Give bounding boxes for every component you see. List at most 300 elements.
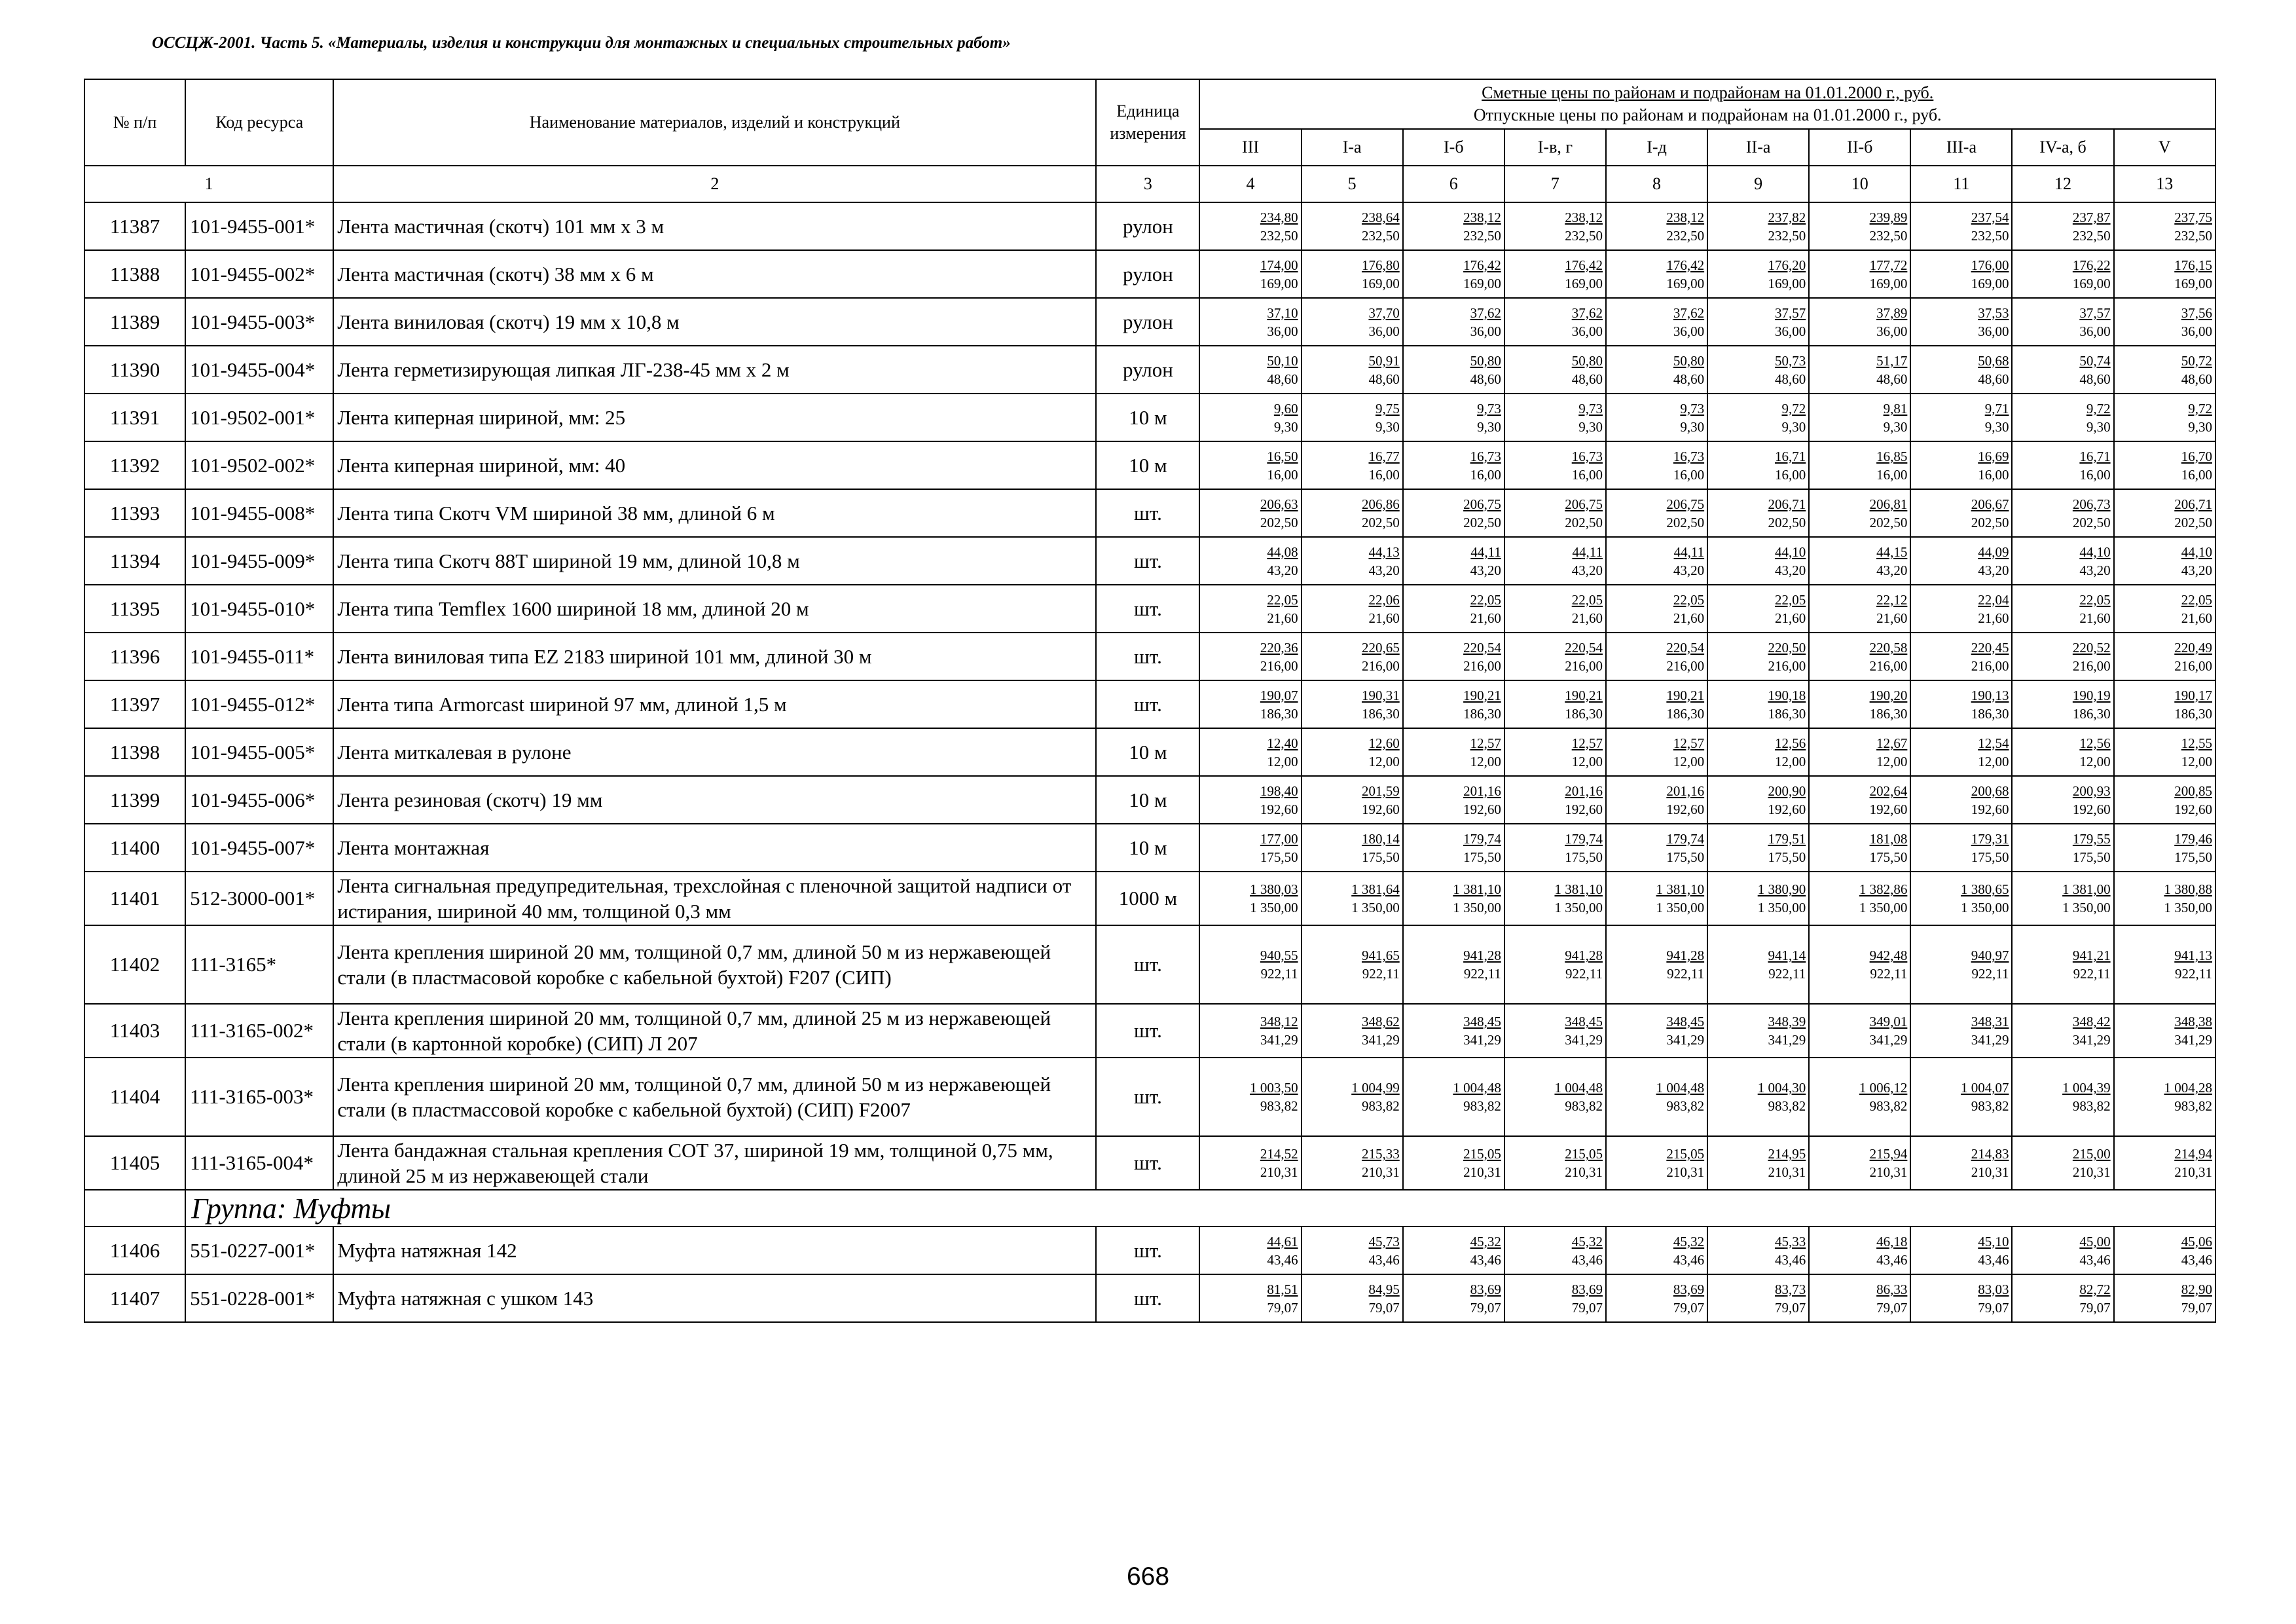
table-row bbox=[84, 776, 2215, 824]
row-number: 11390 bbox=[84, 346, 185, 394]
estimate-price: 176,20 bbox=[1768, 257, 1806, 273]
wholesale-price: 43,20 bbox=[1571, 562, 1603, 578]
wholesale-price: 43,46 bbox=[2079, 1251, 2111, 1268]
estimate-price: 1 006,12 bbox=[1859, 1080, 1908, 1096]
price-cell bbox=[1504, 441, 1606, 489]
price-cell bbox=[2012, 680, 2113, 728]
estimate-price: 83,73 bbox=[1774, 1281, 1806, 1297]
material-name: Лента крепления шириной 20 мм, толщиной 0,7 мм, длиной 25 м из нержавеющей стали (в картонной коробке) (СИП) Л 207 bbox=[333, 1004, 1096, 1058]
estimate-price: 1 004,48 bbox=[1656, 1080, 1705, 1096]
column-number: 12 bbox=[2012, 166, 2113, 202]
price-cell bbox=[1504, 728, 1606, 776]
price-cell bbox=[1302, 824, 1403, 872]
price-cell bbox=[1606, 537, 1707, 585]
estimate-price: 44,13 bbox=[1368, 544, 1400, 560]
wholesale-price: 202,50 bbox=[1565, 514, 1603, 530]
estimate-price: 45,10 bbox=[1978, 1233, 2009, 1249]
price-cell bbox=[1302, 1227, 1403, 1274]
wholesale-price: 21,60 bbox=[1470, 610, 1501, 626]
price-cell bbox=[1707, 824, 1809, 872]
estimate-price: 214,94 bbox=[2174, 1146, 2212, 1162]
estimate-price: 215,05 bbox=[1666, 1146, 1705, 1162]
price-cell bbox=[2012, 250, 2113, 298]
price-cell bbox=[1403, 1274, 1504, 1322]
wholesale-price: 216,00 bbox=[1565, 657, 1603, 674]
price-cell bbox=[1707, 872, 1809, 925]
wholesale-price: 12,00 bbox=[1368, 753, 1400, 769]
price-cell bbox=[1910, 680, 2012, 728]
estimate-price: 179,31 bbox=[1971, 830, 2009, 847]
estimate-price: 9,75 bbox=[1375, 400, 1400, 416]
estimate-price: 12,57 bbox=[1470, 735, 1501, 751]
price-cell bbox=[1403, 1136, 1504, 1190]
estimate-price: 9,72 bbox=[2086, 400, 2111, 416]
resource-code: 101-9455-008* bbox=[185, 489, 333, 537]
estimate-price: 12,57 bbox=[1673, 735, 1705, 751]
estimate-price: 22,06 bbox=[1368, 591, 1400, 608]
resource-code: 101-9455-007* bbox=[185, 824, 333, 872]
price-cell bbox=[1302, 1136, 1403, 1190]
estimate-price: 220,45 bbox=[1971, 639, 2009, 655]
material-name: Лента крепления шириной 20 мм, толщиной 0,7 мм, длиной 50 м из нержавеющей стали (в пластмасовой коробке с кабельной бухтой) F207 (СИП) bbox=[333, 925, 1096, 1004]
wholesale-price: 202,50 bbox=[1260, 514, 1298, 530]
price-cell bbox=[1809, 925, 1910, 1004]
price-cell bbox=[2114, 872, 2215, 925]
estimate-price: 220,65 bbox=[1361, 639, 1400, 655]
wholesale-price: 36,00 bbox=[1774, 323, 1806, 339]
wholesale-price: 922,11 bbox=[2175, 966, 2212, 982]
price-cell bbox=[2012, 202, 2113, 250]
price-cell bbox=[1403, 680, 1504, 728]
price-cell bbox=[2114, 925, 2215, 1004]
price-cell bbox=[1809, 489, 1910, 537]
row-number: 11398 bbox=[84, 728, 185, 776]
group-empty-cell bbox=[84, 1190, 185, 1227]
price-cell bbox=[1504, 776, 1606, 824]
estimate-price: 37,56 bbox=[2181, 304, 2212, 321]
price-cell bbox=[1199, 925, 1301, 1004]
price-cell bbox=[2114, 776, 2215, 824]
wholesale-price: 36,00 bbox=[1470, 323, 1501, 339]
column-number: 9 bbox=[1707, 166, 1809, 202]
estimate-price: 44,15 bbox=[1876, 544, 1908, 560]
estimate-price: 238,12 bbox=[1666, 209, 1705, 225]
price-cell bbox=[1606, 298, 1707, 346]
header-region: I-а bbox=[1302, 129, 1403, 166]
wholesale-price: 12,00 bbox=[1470, 753, 1501, 769]
wholesale-price: 48,60 bbox=[2181, 371, 2212, 387]
estimate-price: 237,82 bbox=[1768, 209, 1806, 225]
wholesale-price: 192,60 bbox=[1768, 801, 1806, 817]
wholesale-price: 16,00 bbox=[1368, 466, 1400, 483]
group-row bbox=[84, 1190, 2215, 1227]
header-region: V bbox=[2114, 129, 2215, 166]
estimate-price: 44,11 bbox=[1572, 544, 1603, 560]
price-cell bbox=[2114, 394, 2215, 441]
price-cell bbox=[2114, 202, 2215, 250]
wholesale-price: 43,46 bbox=[1673, 1251, 1705, 1268]
wholesale-price: 210,31 bbox=[1463, 1164, 1501, 1180]
estimate-price: 206,71 bbox=[2174, 496, 2212, 512]
estimate-price: 51,17 bbox=[1876, 352, 1908, 369]
wholesale-price: 922,11 bbox=[1768, 966, 1806, 982]
estimate-price: 348,38 bbox=[2174, 1014, 2212, 1029]
estimate-price: 1 381,00 bbox=[2062, 881, 2111, 897]
wholesale-price: 983,82 bbox=[1565, 1098, 1603, 1114]
estimate-price: 176,42 bbox=[1666, 257, 1705, 273]
estimate-price: 190,31 bbox=[1361, 687, 1400, 703]
wholesale-price: 175,50 bbox=[1463, 849, 1501, 865]
wholesale-price: 175,50 bbox=[1666, 849, 1705, 865]
estimate-price: 83,03 bbox=[1978, 1281, 2009, 1297]
wholesale-price: 232,50 bbox=[1260, 227, 1298, 244]
estimate-price: 12,56 bbox=[2079, 735, 2111, 751]
price-cell bbox=[1199, 872, 1301, 925]
wholesale-price: 202,50 bbox=[1361, 514, 1400, 530]
estimate-price: 176,22 bbox=[2072, 257, 2111, 273]
estimate-price: 12,67 bbox=[1876, 735, 1908, 751]
wholesale-price: 9,30 bbox=[1680, 418, 1705, 435]
wholesale-price: 48,60 bbox=[1368, 371, 1400, 387]
price-cell bbox=[1910, 441, 2012, 489]
wholesale-price: 186,30 bbox=[1666, 705, 1705, 722]
price-cell bbox=[1504, 394, 1606, 441]
price-cell bbox=[1606, 394, 1707, 441]
price-cell bbox=[1504, 1274, 1606, 1322]
material-name: Лента киперная шириной, мм: 40 bbox=[333, 441, 1096, 489]
column-number: 3 bbox=[1096, 166, 1199, 202]
material-name: Лента миткалевая в рулоне bbox=[333, 728, 1096, 776]
wholesale-price: 1 350,00 bbox=[2062, 900, 2111, 915]
table-row bbox=[84, 346, 2215, 394]
wholesale-price: 79,07 bbox=[1978, 1299, 2009, 1316]
price-cell bbox=[1199, 537, 1301, 585]
estimate-price: 16,73 bbox=[1470, 448, 1501, 464]
price-cell bbox=[1707, 202, 1809, 250]
estimate-price: 45,32 bbox=[1470, 1233, 1501, 1249]
price-cell bbox=[2012, 489, 2113, 537]
unit-of-measure: 10 м bbox=[1096, 441, 1199, 489]
price-cell bbox=[1910, 1004, 2012, 1058]
resource-code: 551-0227-001* bbox=[185, 1227, 333, 1274]
estimate-price: 348,42 bbox=[2072, 1014, 2111, 1029]
resource-code: 111-3165-002* bbox=[185, 1004, 333, 1058]
estimate-price: 9,72 bbox=[2188, 400, 2212, 416]
wholesale-price: 175,50 bbox=[1361, 849, 1400, 865]
row-number: 11401 bbox=[84, 872, 185, 925]
wholesale-price: 922,11 bbox=[1463, 966, 1501, 982]
price-cell bbox=[1302, 202, 1403, 250]
wholesale-price: 21,60 bbox=[1876, 610, 1908, 626]
group-title: Группа: Муфты bbox=[185, 1190, 2215, 1227]
estimate-price: 941,28 bbox=[1666, 948, 1705, 963]
estimate-price: 83,69 bbox=[1673, 1281, 1705, 1297]
wholesale-price: 16,00 bbox=[2181, 466, 2212, 483]
price-cell bbox=[2012, 298, 2113, 346]
estimate-price: 1 380,90 bbox=[1757, 881, 1806, 897]
column-number: 10 bbox=[1809, 166, 1910, 202]
header-prices bbox=[1199, 79, 2215, 129]
price-cell bbox=[1302, 298, 1403, 346]
estimate-price: 16,77 bbox=[1368, 448, 1400, 464]
table-row bbox=[84, 394, 2215, 441]
price-cell bbox=[1403, 728, 1504, 776]
price-cell bbox=[1707, 1227, 1809, 1274]
price-cell bbox=[1199, 394, 1301, 441]
price-cell bbox=[1910, 925, 2012, 1004]
resource-code: 101-9455-002* bbox=[185, 250, 333, 298]
price-cell bbox=[1504, 585, 1606, 633]
wholesale-price: 232,50 bbox=[1666, 227, 1705, 244]
wholesale-price: 79,07 bbox=[1470, 1299, 1501, 1316]
table-row bbox=[84, 633, 2215, 680]
estimate-price: 198,40 bbox=[1260, 783, 1298, 799]
price-cell bbox=[1199, 441, 1301, 489]
resource-code: 111-3165* bbox=[185, 925, 333, 1004]
estimate-price: 214,95 bbox=[1768, 1146, 1806, 1162]
price-cell bbox=[2012, 1227, 2113, 1274]
price-cell bbox=[1809, 1136, 1910, 1190]
price-cell bbox=[1504, 925, 1606, 1004]
price-cell bbox=[1606, 1227, 1707, 1274]
price-cell bbox=[2012, 346, 2113, 394]
wholesale-price: 12,00 bbox=[2079, 753, 2111, 769]
unit-of-measure: шт. bbox=[1096, 1004, 1199, 1058]
row-number: 11388 bbox=[84, 250, 185, 298]
material-name: Муфта натяжная с ушком 143 bbox=[333, 1274, 1096, 1322]
wholesale-price: 21,60 bbox=[1571, 610, 1603, 626]
price-cell bbox=[2114, 346, 2215, 394]
estimate-price: 348,45 bbox=[1666, 1014, 1705, 1029]
price-cell bbox=[2012, 776, 2113, 824]
estimate-price: 45,06 bbox=[2181, 1233, 2212, 1249]
row-number: 11402 bbox=[84, 925, 185, 1004]
estimate-price: 37,70 bbox=[1368, 304, 1400, 321]
price-cell bbox=[1606, 202, 1707, 250]
wholesale-price: 169,00 bbox=[1260, 275, 1298, 291]
price-cell bbox=[1403, 925, 1504, 1004]
estimate-price: 44,11 bbox=[1470, 544, 1501, 560]
row-number: 11389 bbox=[84, 298, 185, 346]
estimate-price: 200,68 bbox=[1971, 783, 2009, 799]
estimate-price: 237,87 bbox=[2072, 209, 2111, 225]
wholesale-price: 1 350,00 bbox=[1453, 900, 1501, 915]
estimate-price: 238,12 bbox=[1565, 209, 1603, 225]
estimate-price: 177,72 bbox=[1869, 257, 1908, 273]
price-cell bbox=[1707, 585, 1809, 633]
wholesale-price: 983,82 bbox=[2072, 1098, 2111, 1114]
estimate-price: 348,45 bbox=[1463, 1014, 1501, 1029]
unit-of-measure: рулон bbox=[1096, 346, 1199, 394]
price-cell bbox=[1302, 776, 1403, 824]
wholesale-price: 169,00 bbox=[1971, 275, 2009, 291]
price-cell bbox=[1403, 537, 1504, 585]
wholesale-price: 922,11 bbox=[1870, 966, 1908, 982]
estimate-price: 214,52 bbox=[1260, 1146, 1298, 1162]
header-num: № п/п bbox=[84, 79, 185, 166]
wholesale-price: 43,46 bbox=[1470, 1251, 1501, 1268]
price-cell bbox=[1403, 394, 1504, 441]
estimate-price: 9,60 bbox=[1273, 400, 1298, 416]
price-cell bbox=[1199, 250, 1301, 298]
wholesale-price: 169,00 bbox=[1565, 275, 1603, 291]
wholesale-price: 983,82 bbox=[2174, 1098, 2212, 1114]
price-cell bbox=[1302, 728, 1403, 776]
estimate-price: 1 003,50 bbox=[1250, 1080, 1298, 1096]
price-cell bbox=[1199, 202, 1301, 250]
price-cell bbox=[1199, 728, 1301, 776]
estimate-price: 1 004,48 bbox=[1453, 1080, 1501, 1096]
estimate-price: 46,18 bbox=[1876, 1233, 1908, 1249]
estimate-price: 206,81 bbox=[1869, 496, 1908, 512]
price-cell bbox=[1199, 633, 1301, 680]
header-unit: Единица измерения bbox=[1096, 79, 1199, 166]
wholesale-price: 983,82 bbox=[1260, 1098, 1298, 1114]
resource-code: 111-3165-004* bbox=[185, 1136, 333, 1190]
estimate-price: 201,16 bbox=[1565, 783, 1603, 799]
material-name: Лента бандажная стальная крепления СОТ 37, шириной 19 мм, толщиной 0,75 мм, длиной 25 м из нержавеющей стали bbox=[333, 1136, 1096, 1190]
wholesale-price: 341,29 bbox=[1768, 1032, 1806, 1048]
price-cell bbox=[1504, 1004, 1606, 1058]
price-cell bbox=[1199, 1058, 1301, 1136]
price-cell bbox=[1199, 1136, 1301, 1190]
wholesale-price: 79,07 bbox=[2181, 1299, 2212, 1316]
price-cell bbox=[1504, 1227, 1606, 1274]
price-cell bbox=[1199, 489, 1301, 537]
price-cell bbox=[1910, 1227, 2012, 1274]
unit-of-measure: шт. bbox=[1096, 925, 1199, 1004]
unit-of-measure: шт. bbox=[1096, 1058, 1199, 1136]
wholesale-price: 210,31 bbox=[1260, 1164, 1298, 1180]
estimate-price: 12,57 bbox=[1571, 735, 1603, 751]
table-row bbox=[84, 585, 2215, 633]
estimate-price: 50,74 bbox=[2079, 352, 2111, 369]
material-name: Лента виниловая типа EZ 2183 шириной 101 мм, длиной 30 м bbox=[333, 633, 1096, 680]
price-cell bbox=[1809, 298, 1910, 346]
wholesale-price: 232,50 bbox=[1361, 227, 1400, 244]
price-cell bbox=[1606, 680, 1707, 728]
estimate-price: 45,00 bbox=[2079, 1233, 2111, 1249]
estimate-price: 214,83 bbox=[1971, 1146, 2009, 1162]
estimate-price: 50,91 bbox=[1368, 352, 1400, 369]
wholesale-price: 216,00 bbox=[1260, 657, 1298, 674]
estimate-price: 200,93 bbox=[2072, 783, 2111, 799]
wholesale-price: 216,00 bbox=[2072, 657, 2111, 674]
wholesale-price: 192,60 bbox=[2072, 801, 2111, 817]
wholesale-price: 202,50 bbox=[1463, 514, 1501, 530]
price-cell bbox=[1910, 1136, 2012, 1190]
price-cell bbox=[2114, 1274, 2215, 1322]
wholesale-price: 9,30 bbox=[1984, 418, 2009, 435]
wholesale-price: 983,82 bbox=[1869, 1098, 1908, 1114]
estimate-price: 45,73 bbox=[1368, 1233, 1400, 1249]
wholesale-price: 16,00 bbox=[1876, 466, 1908, 483]
wholesale-price: 169,00 bbox=[1666, 275, 1705, 291]
wholesale-price: 1 350,00 bbox=[1859, 900, 1908, 915]
price-cell bbox=[1707, 776, 1809, 824]
price-cell bbox=[1199, 680, 1301, 728]
price-cell bbox=[1403, 776, 1504, 824]
wholesale-price: 202,50 bbox=[2072, 514, 2111, 530]
price-cell bbox=[1707, 441, 1809, 489]
wholesale-price: 175,50 bbox=[1869, 849, 1908, 865]
price-cell bbox=[2012, 872, 2113, 925]
wholesale-price: 169,00 bbox=[1869, 275, 1908, 291]
wholesale-price: 341,29 bbox=[2072, 1032, 2111, 1048]
price-cell bbox=[1199, 346, 1301, 394]
material-name: Лента мастичная (скотч) 38 мм х 6 м bbox=[333, 250, 1096, 298]
price-cell bbox=[1403, 824, 1504, 872]
wholesale-price: 21,60 bbox=[2079, 610, 2111, 626]
unit-of-measure: 10 м bbox=[1096, 728, 1199, 776]
price-cell bbox=[1504, 872, 1606, 925]
wholesale-price: 232,50 bbox=[1565, 227, 1603, 244]
table-row bbox=[84, 537, 2215, 585]
estimate-price: 190,19 bbox=[2072, 687, 2111, 703]
wholesale-price: 12,00 bbox=[1978, 753, 2009, 769]
table-row bbox=[84, 202, 2215, 250]
wholesale-price: 16,00 bbox=[1673, 466, 1705, 483]
estimate-price: 348,12 bbox=[1260, 1014, 1298, 1029]
wholesale-price: 983,82 bbox=[1666, 1098, 1705, 1114]
column-number: 13 bbox=[2114, 166, 2215, 202]
wholesale-price: 169,00 bbox=[1768, 275, 1806, 291]
estimate-price: 1 004,28 bbox=[2164, 1080, 2212, 1096]
estimate-price: 22,05 bbox=[1774, 591, 1806, 608]
estimate-price: 190,07 bbox=[1260, 687, 1298, 703]
price-cell bbox=[1403, 633, 1504, 680]
wholesale-price: 21,60 bbox=[1978, 610, 2009, 626]
estimate-price: 220,54 bbox=[1565, 639, 1603, 655]
price-cell bbox=[1504, 633, 1606, 680]
estimate-price: 86,33 bbox=[1876, 1281, 1908, 1297]
wholesale-price: 36,00 bbox=[2079, 323, 2111, 339]
price-cell bbox=[1302, 1274, 1403, 1322]
wholesale-price: 192,60 bbox=[1463, 801, 1501, 817]
price-cell bbox=[2012, 537, 2113, 585]
price-cell bbox=[1199, 1227, 1301, 1274]
wholesale-price: 16,00 bbox=[2079, 466, 2111, 483]
price-cell bbox=[1302, 585, 1403, 633]
header-prices-wholesale: Отпускные цены по районам и подрайонам на 01.01.2000 г., руб. bbox=[1473, 105, 1942, 124]
estimate-price: 44,61 bbox=[1267, 1233, 1298, 1249]
wholesale-price: 43,20 bbox=[1876, 562, 1908, 578]
wholesale-price: 983,82 bbox=[1361, 1098, 1400, 1114]
estimate-price: 234,80 bbox=[1260, 209, 1298, 225]
wholesale-price: 210,31 bbox=[1869, 1164, 1908, 1180]
estimate-price: 176,42 bbox=[1565, 257, 1603, 273]
price-cell bbox=[1302, 537, 1403, 585]
estimate-price: 1 380,88 bbox=[2164, 881, 2212, 897]
price-cell bbox=[2012, 728, 2113, 776]
estimate-price: 37,53 bbox=[1978, 304, 2009, 321]
material-name: Лента киперная шириной, мм: 25 bbox=[333, 394, 1096, 441]
price-cell bbox=[1403, 298, 1504, 346]
table-row bbox=[84, 1058, 2215, 1136]
price-cell bbox=[1809, 1004, 1910, 1058]
price-cell bbox=[2012, 394, 2113, 441]
price-cell bbox=[2114, 1136, 2215, 1190]
unit-of-measure: шт. bbox=[1096, 585, 1199, 633]
wholesale-price: 216,00 bbox=[1463, 657, 1501, 674]
estimate-price: 22,05 bbox=[1267, 591, 1298, 608]
wholesale-price: 202,50 bbox=[1666, 514, 1705, 530]
estimate-price: 201,16 bbox=[1463, 783, 1501, 799]
row-number: 11387 bbox=[84, 202, 185, 250]
price-cell bbox=[1809, 346, 1910, 394]
estimate-price: 44,09 bbox=[1978, 544, 2009, 560]
wholesale-price: 48,60 bbox=[1267, 371, 1298, 387]
